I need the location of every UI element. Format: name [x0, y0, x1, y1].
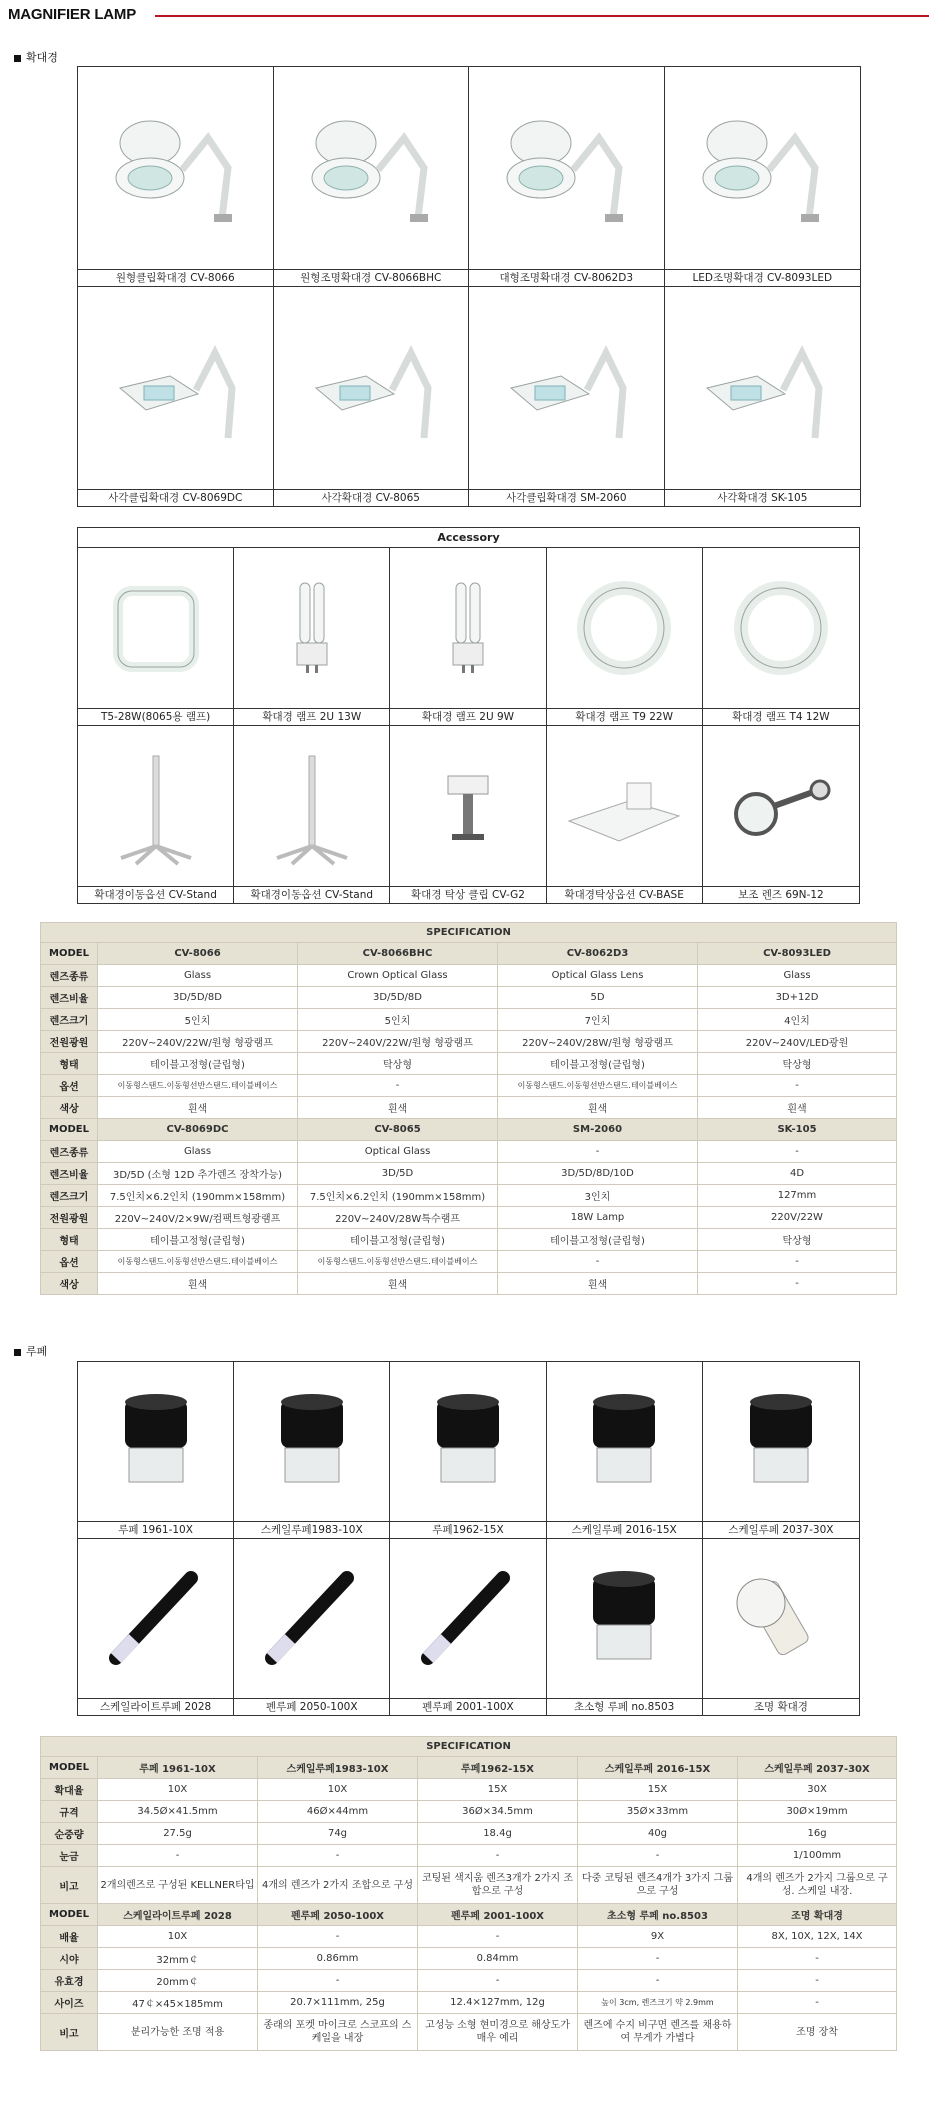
accessory-cell: [547, 726, 703, 904]
round-clamp-lamp-image-icon: [78, 67, 273, 269]
spec-value: 34.5Ø×41.5mm: [98, 1801, 258, 1823]
lamp-caption: 원형클립확대경 CV-8066: [78, 269, 273, 286]
accessory-cell: [703, 726, 859, 904]
spec-row-label: MODEL: [41, 1119, 98, 1141]
spec-value: 이동형스탠드.이동형선반스탠드.테이블베이스: [98, 1251, 298, 1273]
spec-title: SPECIFICATION: [41, 1737, 897, 1757]
model-name: CV-8066BHC: [298, 943, 498, 965]
model-name: 루페1962-15X: [418, 1757, 578, 1779]
square-lamp-image-icon: [274, 287, 469, 490]
loupe-spec-table: [40, 1736, 897, 2051]
spec-value: 7.5인치×6.2인치 (190mm×158mm): [298, 1185, 498, 1207]
spec-value: 127mm: [698, 1185, 897, 1207]
model-name: SM-2060: [498, 1119, 698, 1141]
square-clamp-lamp-2-image-icon: [469, 287, 664, 490]
spec-value: 렌즈에 수지 비구면 렌즈를 채용하여 무게가 가볍다: [578, 2014, 738, 2051]
accessory-caption: 확대경 램프 2U 9W: [390, 708, 545, 725]
spec-value: 흰색: [98, 1097, 298, 1119]
spec-row-label: 색상: [41, 1273, 98, 1295]
magnifier-spec-table: [40, 922, 897, 1295]
spec-value: -: [698, 1141, 897, 1163]
spec-value: 30Ø×19mm: [738, 1801, 897, 1823]
spec-value: 7.5인치×6.2인치 (190mm×158mm): [98, 1185, 298, 1207]
square-tube-lamp-image-icon: [78, 548, 233, 708]
spec-value: 10X: [98, 1779, 258, 1801]
model-name: 스케일라이트루페 2028: [98, 1904, 258, 1926]
spec-row-label: 비고: [41, 2014, 98, 2051]
loupe-cell: [234, 1362, 390, 1539]
spec-value: 테이블고정형(클립형): [498, 1229, 698, 1251]
bullet-square-icon: [14, 55, 21, 62]
spec-row-label: 시야: [41, 1948, 98, 1970]
spec-value: 테이블고정형(클립형): [498, 1053, 698, 1075]
model-name: CV-8062D3: [498, 943, 698, 965]
spec-row-label: 렌즈비율: [41, 987, 98, 1009]
lamp-cell: [274, 67, 470, 287]
loupe-cell: [78, 1362, 234, 1539]
spec-value: 16g: [738, 1823, 897, 1845]
loupe-product-grid: [77, 1361, 860, 1716]
spec-title: SPECIFICATION: [41, 923, 897, 943]
bullet-square-icon: [14, 1349, 21, 1356]
spec-value: 4개의 렌즈가 2가지 조합으로 구성: [258, 1867, 418, 1904]
lamp-caption: LED조명확대경 CV-8093LED: [665, 269, 861, 286]
spec-value: -: [698, 1075, 897, 1097]
spec-value: -: [98, 1845, 258, 1867]
lamp-caption: 원형조명확대경 CV-8066BHC: [274, 269, 469, 286]
spec-value: 0.84mm: [418, 1948, 578, 1970]
loupe-caption: 스케일루페 2016-15X: [547, 1521, 702, 1538]
accessory-cell: [78, 726, 234, 904]
spec-value: 20mm￠: [98, 1970, 258, 1992]
model-name: CV-8066: [98, 943, 298, 965]
spec-value: 4인치: [698, 1009, 897, 1031]
lamp-caption: 사각확대경 SK-105: [665, 489, 861, 506]
spec-value: 흰색: [298, 1273, 498, 1295]
spec-value: Glass: [698, 965, 897, 987]
accessory-panel: [77, 527, 860, 904]
round-base-lamp-image-icon: [274, 67, 469, 269]
large-lamp-image-icon: [469, 67, 664, 269]
spec-value: 7인치: [498, 1009, 698, 1031]
spec-value: -: [258, 1926, 418, 1948]
accessory-cell: [390, 548, 546, 726]
pen-loupe-2050-image-icon: [234, 1539, 389, 1699]
accessory-caption: 확대경 램프 T9 22W: [547, 708, 702, 725]
spec-value: 3D/5D: [298, 1163, 498, 1185]
spec-value: 20.7×111mm, 25g: [258, 1992, 418, 2014]
title-divider: [155, 15, 929, 17]
spec-value: -: [498, 1251, 698, 1273]
loupe-caption: 펜루페 2050-100X: [234, 1698, 389, 1715]
ring-lamp-t4-image-icon: [703, 548, 859, 708]
lamp-caption: 대형조명확대경 CV-8062D3: [469, 269, 664, 286]
spec-row-label: 형태: [41, 1053, 98, 1075]
spec-value: 고성능 소형 현미경으로 해상도가 매우 예리: [418, 2014, 578, 2051]
spec-value: -: [698, 1273, 897, 1295]
spec-value: 220V~240V/LED광원: [698, 1031, 897, 1053]
spec-value: 이동형스탠드.이동형선반스탠드.테이블베이스: [498, 1075, 698, 1097]
rolling-stand-tray-image-icon: [78, 726, 233, 887]
spec-value: -: [418, 1926, 578, 1948]
spec-value: 2개의렌즈로 구성된 KELLNER타입: [98, 1867, 258, 1904]
spec-value: Glass: [98, 1141, 298, 1163]
spec-value: 3인치: [498, 1185, 698, 1207]
spec-row-label: MODEL: [41, 943, 98, 965]
spec-value: 220V/22W: [698, 1207, 897, 1229]
spec-value: 220V~240V/22W/원형 형광램프: [98, 1031, 298, 1053]
loupe-caption: 펜루페 2001-100X: [390, 1698, 545, 1715]
scale-loupe-2037-image-icon: [703, 1362, 859, 1521]
spec-value: 15X: [418, 1779, 578, 1801]
spec-value: 18.4g: [418, 1823, 578, 1845]
spec-value: 5D: [498, 987, 698, 1009]
spec-value: 9X: [578, 1926, 738, 1948]
spec-value: 조명 장착: [738, 2014, 897, 2051]
spec-value: -: [418, 1970, 578, 1992]
accessory-cell: [78, 548, 234, 726]
spec-value: -: [578, 1845, 738, 1867]
loupe-1961-image-icon: [78, 1362, 233, 1521]
spec-row-label: MODEL: [41, 1757, 98, 1779]
accessory-caption: 확대경이동옵션 CV-Stand: [78, 886, 233, 903]
model-name: SK-105: [698, 1119, 897, 1141]
section-label-loupe: 루페: [14, 1343, 47, 1359]
model-name: CV-8069DC: [98, 1119, 298, 1141]
desk-base-image-icon: [547, 726, 702, 887]
led-desk-lamp-image-icon: [665, 67, 861, 269]
spec-row-label: 옵션: [41, 1075, 98, 1097]
spec-value: 테이블고정형(클립형): [98, 1053, 298, 1075]
loupe-cell: [547, 1362, 703, 1539]
rolling-stand-image-icon: [234, 726, 389, 887]
spec-row-label: 전원광원: [41, 1207, 98, 1229]
spec-row-label: 렌즈비율: [41, 1163, 98, 1185]
scale-loupe-1983-image-icon: [234, 1362, 389, 1521]
scale-loupe-2016-image-icon: [547, 1362, 702, 1521]
spec-value: 220V~240V/28W특수램프: [298, 1207, 498, 1229]
spec-value: 47￠×45×185mm: [98, 1992, 258, 2014]
loupe-1962-image-icon: [390, 1362, 545, 1521]
spec-value: 흰색: [298, 1097, 498, 1119]
spec-value: 분리가능한 조명 적용: [98, 2014, 258, 2051]
spec-row-label: 규격: [41, 1801, 98, 1823]
scale-light-loupe-image-icon: [78, 1539, 233, 1699]
spec-value: -: [298, 1075, 498, 1097]
spec-value: -: [258, 1970, 418, 1992]
loupe-cell: [547, 1539, 703, 1716]
spec-value: 8X, 10X, 12X, 14X: [738, 1926, 897, 1948]
spec-value: 이동형스탠드.이동형선반스탠드.테이블베이스: [298, 1251, 498, 1273]
loupe-cell: [390, 1539, 546, 1716]
spec-value: Optical Glass: [298, 1141, 498, 1163]
spec-value: 10X: [98, 1926, 258, 1948]
spec-value: -: [258, 1845, 418, 1867]
loupe-caption: 루페1962-15X: [390, 1521, 545, 1538]
accessory-caption: 확대경 램프 2U 13W: [234, 708, 389, 725]
model-name: CV-8093LED: [698, 943, 897, 965]
accessory-caption: 확대경 탁상 클립 CV-G2: [390, 886, 545, 903]
lamp-caption: 사각확대경 CV-8065: [274, 489, 469, 506]
accessory-caption: 확대경탁상옵션 CV-BASE: [547, 886, 702, 903]
model-name: 루페 1961-10X: [98, 1757, 258, 1779]
spec-value: 탁상형: [698, 1053, 897, 1075]
mini-loupe-image-icon: [547, 1539, 702, 1699]
spec-value: -: [578, 1970, 738, 1992]
model-name: 초소형 루페 no.8503: [578, 1904, 738, 1926]
spec-value: 36Ø×34.5mm: [418, 1801, 578, 1823]
spec-value: 흰색: [98, 1273, 298, 1295]
spec-value: -: [498, 1141, 698, 1163]
spec-row-label: 렌즈종류: [41, 1141, 98, 1163]
spec-value: 3D/5D/8D: [298, 987, 498, 1009]
spec-row-label: 비고: [41, 1867, 98, 1904]
model-name: 스케일루페1983-10X: [258, 1757, 418, 1779]
lamp-cell: [274, 287, 470, 507]
spec-value: 10X: [258, 1779, 418, 1801]
lighted-magnifier-image-icon: [703, 1539, 859, 1699]
model-name: 조명 확대경: [738, 1904, 897, 1926]
spec-row-label: 렌즈크기: [41, 1009, 98, 1031]
spec-row-label: 배율: [41, 1926, 98, 1948]
spec-row-label: 렌즈크기: [41, 1185, 98, 1207]
ring-lamp-t9-image-icon: [547, 548, 702, 708]
spec-value: 탁상형: [698, 1229, 897, 1251]
spec-value: -: [578, 1948, 738, 1970]
accessory-caption: 확대경이동옵션 CV-Stand: [234, 886, 389, 903]
square-base-lamp-image-icon: [665, 287, 861, 490]
accessory-cell: [703, 548, 859, 726]
lamp-product-grid: [77, 66, 861, 507]
accessory-caption: 보조 렌즈 69N-12: [703, 886, 859, 903]
spec-value: 40g: [578, 1823, 738, 1845]
model-name: CV-8065: [298, 1119, 498, 1141]
spec-row-label: 색상: [41, 1097, 98, 1119]
spec-value: 4개의 렌즈가 2가지 그룹으로 구성. 스케일 내장.: [738, 1867, 897, 1904]
spec-row-label: 순중량: [41, 1823, 98, 1845]
spec-row-label: MODEL: [41, 1904, 98, 1926]
spec-value: Glass: [98, 965, 298, 987]
spec-value: 4D: [698, 1163, 897, 1185]
spec-value: 탁상형: [298, 1053, 498, 1075]
pen-loupe-2001-image-icon: [390, 1539, 545, 1699]
spec-value: 흰색: [498, 1097, 698, 1119]
aux-lens-image-icon: [703, 726, 859, 887]
spec-value: 18W Lamp: [498, 1207, 698, 1229]
spec-value: 27.5g: [98, 1823, 258, 1845]
spec-value: 1/100mm: [738, 1845, 897, 1867]
spec-value: 74g: [258, 1823, 418, 1845]
spec-row-label: 전원광원: [41, 1031, 98, 1053]
spec-value: 220V~240V/22W/원형 형광램프: [298, 1031, 498, 1053]
loupe-cell: [703, 1362, 859, 1539]
spec-value: 3D+12D: [698, 987, 897, 1009]
loupe-cell: [234, 1539, 390, 1716]
loupe-caption: 초소형 루페 no.8503: [547, 1698, 702, 1715]
loupe-caption: 스케일루페 2037-30X: [703, 1521, 859, 1538]
spec-value: 32mm￠: [98, 1948, 258, 1970]
lamp-caption: 사각클립확대경 CV-8069DC: [78, 489, 273, 506]
accessory-cell: [390, 726, 546, 904]
spec-value: 코팅된 색지움 렌즈3개가 2가지 조합으로 구성: [418, 1867, 578, 1904]
loupe-cell: [390, 1362, 546, 1539]
lamp-cell: [78, 67, 274, 287]
spec-value: 테이블고정형(클립형): [98, 1229, 298, 1251]
lamp-cell: [78, 287, 274, 507]
spec-value: Crown Optical Glass: [298, 965, 498, 987]
spec-value: 35Ø×33mm: [578, 1801, 738, 1823]
spec-value: -: [698, 1251, 897, 1273]
accessory-title: Accessory: [78, 528, 859, 548]
spec-value: 220V~240V/2×9W/컴팩트형광램프: [98, 1207, 298, 1229]
section-label-magnifier: 확대경: [14, 49, 58, 65]
accessory-caption: T5-28W(8065용 램프): [78, 708, 233, 725]
page-title: MAGNIFIER LAMP: [8, 6, 137, 23]
2u-lamp-image-icon: [234, 548, 389, 708]
spec-value: 높이 3cm, 렌즈크기 약 2.9mm: [578, 1992, 738, 2014]
square-clamp-lamp-image-icon: [78, 287, 273, 490]
spec-value: 종래의 포켓 마이크로 스코프의 스케일을 내장: [258, 2014, 418, 2051]
spec-value: 흰색: [698, 1097, 897, 1119]
spec-value: 5인치: [98, 1009, 298, 1031]
spec-value: -: [738, 1970, 897, 1992]
spec-value: -: [738, 1992, 897, 2014]
model-name: 스케일루페 2016-15X: [578, 1757, 738, 1779]
spec-value: 흰색: [498, 1273, 698, 1295]
loupe-caption: 루페 1961-10X: [78, 1521, 233, 1538]
spec-value: 3D/5D (소형 12D 추가렌즈 장착가능): [98, 1163, 298, 1185]
loupe-cell: [703, 1539, 859, 1716]
desk-clamp-image-icon: [390, 726, 545, 887]
spec-value: 220V~240V/28W/원형 형광램프: [498, 1031, 698, 1053]
loupe-caption: 스케일루페1983-10X: [234, 1521, 389, 1538]
spec-value: 30X: [738, 1779, 897, 1801]
spec-value: 3D/5D/8D: [98, 987, 298, 1009]
2u-small-lamp-image-icon: [390, 548, 545, 708]
spec-value: 0.86mm: [258, 1948, 418, 1970]
spec-value: 3D/5D/8D/10D: [498, 1163, 698, 1185]
spec-value: Optical Glass Lens: [498, 965, 698, 987]
accessory-cell: [234, 548, 390, 726]
accessory-caption: 확대경 램프 T4 12W: [703, 708, 859, 725]
spec-row-label: 확대율: [41, 1779, 98, 1801]
lamp-cell: [469, 67, 665, 287]
spec-row-label: 유효경: [41, 1970, 98, 1992]
spec-row-label: 렌즈종류: [41, 965, 98, 987]
spec-row-label: 형태: [41, 1229, 98, 1251]
model-name: 펜루페 2050-100X: [258, 1904, 418, 1926]
spec-row-label: 사이즈: [41, 1992, 98, 2014]
spec-value: 5인치: [298, 1009, 498, 1031]
loupe-cell: [78, 1539, 234, 1716]
spec-row-label: 옵션: [41, 1251, 98, 1273]
lamp-cell: [469, 287, 665, 507]
spec-value: 이동형스탠드.이동형선반스탠드.테이블베이스: [98, 1075, 298, 1097]
lamp-cell: [665, 67, 861, 287]
spec-value: 15X: [578, 1779, 738, 1801]
spec-value: 12.4×127mm, 12g: [418, 1992, 578, 2014]
lamp-caption: 사각클립확대경 SM-2060: [469, 489, 664, 506]
spec-value: -: [418, 1845, 578, 1867]
spec-value: 테이블고정형(클립형): [298, 1229, 498, 1251]
loupe-caption: 스케일라이트루페 2028: [78, 1698, 233, 1715]
spec-value: -: [738, 1948, 897, 1970]
spec-value: 다중 코팅된 렌즈4개가 3가지 그룹으로 구성: [578, 1867, 738, 1904]
model-name: 펜루페 2001-100X: [418, 1904, 578, 1926]
spec-value: 46Ø×44mm: [258, 1801, 418, 1823]
lamp-cell: [665, 287, 861, 507]
loupe-caption: 조명 확대경: [703, 1698, 859, 1715]
accessory-grid: [78, 548, 859, 903]
accessory-cell: [547, 548, 703, 726]
model-name: 스케일루페 2037-30X: [738, 1757, 897, 1779]
accessory-cell: [234, 726, 390, 904]
spec-row-label: 눈금: [41, 1845, 98, 1867]
